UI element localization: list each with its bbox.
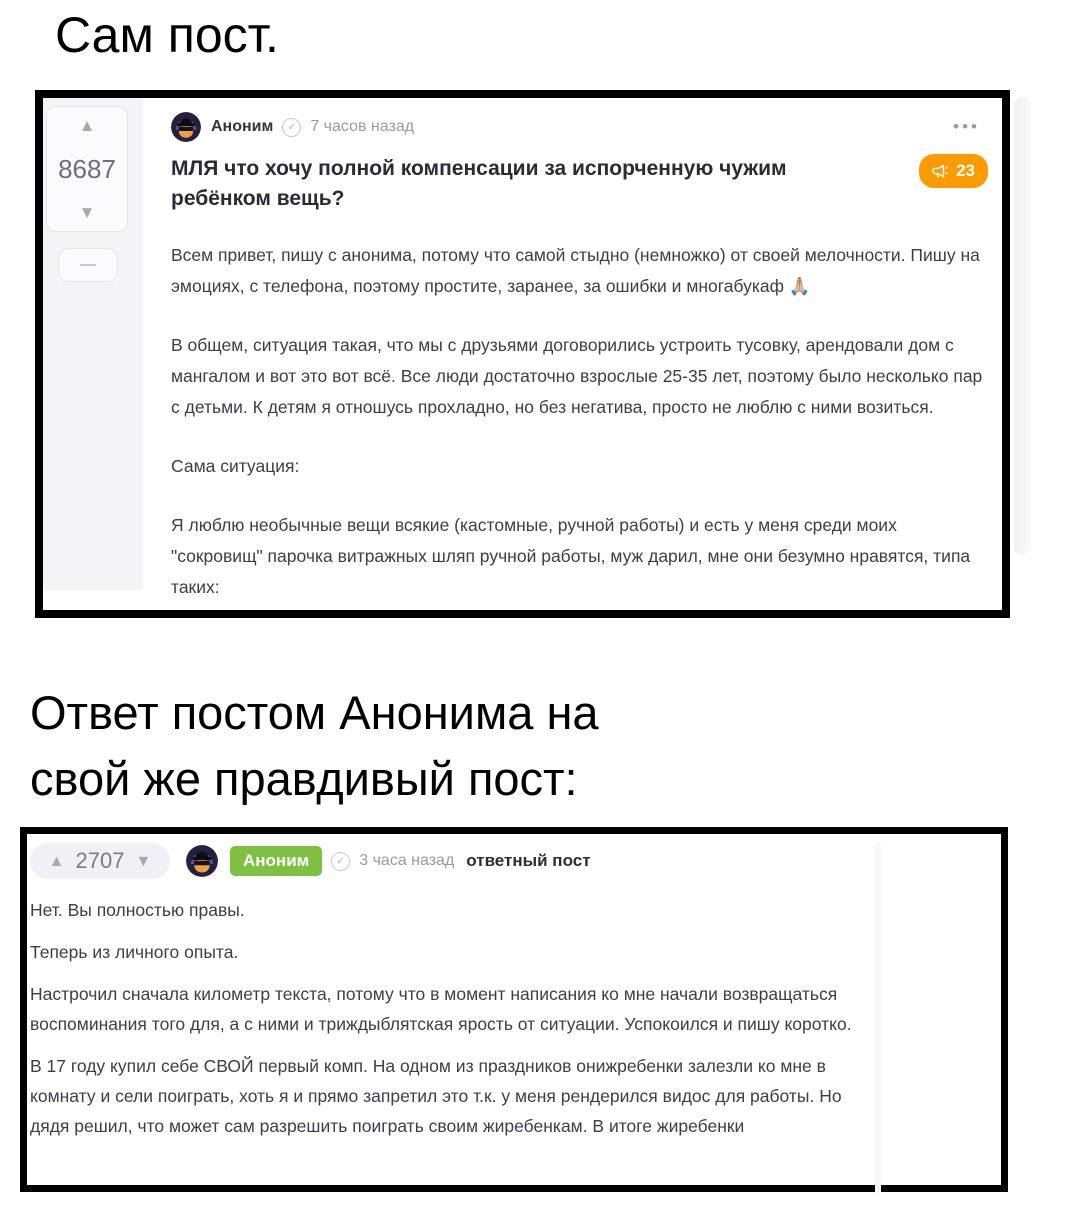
caption-middle (30, 680, 599, 812)
upvote-icon[interactable]: ▲ (78, 116, 96, 135)
paragraph: Всем привет, пишу с анонима, потому что самой стыдно (немножко) от своей мелочности. Пишу на эмоциях, с телефона, поэтому простите, заранее, за ошибки и многабукаф 🙏🏼 (171, 245, 980, 296)
promo-counter-badge[interactable] (919, 154, 988, 188)
paragraph: Настрочил сначала километр текста, потому что в момент написания ко мне начали возвращаться воспоминания того для, а с ними и триждыблятская ярость от ситуации. Успокоился и пишу коротко. (30, 984, 852, 1034)
post-body (171, 240, 991, 603)
background-card-edge (1014, 97, 1031, 555)
post-title-line1: МЛЯ что хочу полной компенсации за испорченную чужим (171, 157, 787, 180)
post-body (30, 895, 875, 1141)
post-title-line2: ребёнком вещь? (171, 187, 345, 210)
caption-middle-line1: Ответ постом Анонима на (30, 686, 599, 739)
vote-count: 2707 (75, 848, 125, 873)
downvote-icon[interactable]: ▼ (78, 203, 96, 222)
paragraph: Я люблю необычные вещи всякие (кастомные, ручной работы) и есть у меня среди моих "сокровищ" парочка витражных шляп ручной работы, муж дарил, мне они безумно нравятся, типа таких: (171, 515, 971, 597)
post-screenshot-frame (35, 90, 1010, 618)
anonymous-author-badge: Аноним (230, 846, 322, 876)
caption-top: Сам пост. (55, 7, 279, 63)
paragraph: Теперь из личного опыта. (30, 942, 239, 962)
downvote-icon[interactable]: ▼ (135, 852, 152, 870)
promo-count: 23 (956, 161, 975, 180)
vote-count: 8687 (58, 153, 116, 184)
verified-check-icon: ✓ (282, 118, 301, 137)
upvote-icon[interactable]: ▲ (48, 852, 65, 870)
paragraph: В общем, ситуация такая, что мы с друзьями договорились устроить тусовку, арендовали дом с мангалом и вот это вот всё. Все люди достаточно взрослые 25-35 лет, поэтому было несколько пар с детьми. К детям я отношусь прохладно, но без негатива, просто не люблю с ними возиться. (171, 335, 983, 417)
paragraph: Нет. Вы полностью правы. (30, 900, 245, 920)
anonymous-avatar[interactable] (186, 845, 218, 877)
paragraph: Сама ситуация: (171, 456, 300, 476)
collapse-button[interactable] (58, 248, 118, 282)
anonymous-avatar[interactable] (171, 112, 201, 142)
column-divider (875, 843, 881, 1194)
caption-middle-line2: свой же правдивый пост: (30, 752, 578, 805)
megaphone-icon (932, 164, 949, 179)
vote-pill (30, 843, 170, 879)
reply-screenshot-frame (20, 827, 1008, 1192)
post-timestamp: 7 часов назад (310, 118, 415, 135)
minus-icon: — (80, 256, 96, 273)
post-timestamp: 3 часа назад (359, 852, 455, 869)
more-menu-icon[interactable]: ••• (953, 117, 980, 136)
author-name[interactable]: Аноним (211, 118, 274, 135)
verified-check-icon: ✓ (331, 852, 350, 871)
reply-post-label: ответный пост (466, 851, 591, 870)
vote-widget (46, 106, 128, 232)
paragraph: В 17 году купил себе СВОЙ первый комп. На одном из праздников онижребенки залезли ко мне в комнату и сели поиграть, хоть я и прямо запретил это т.к. у меня рендерился видос для работы. Но дядя решил, что может сам разрешить поиграть своим жиребенкам. В итоге жиребенки (30, 1056, 842, 1136)
post-title (171, 154, 911, 214)
